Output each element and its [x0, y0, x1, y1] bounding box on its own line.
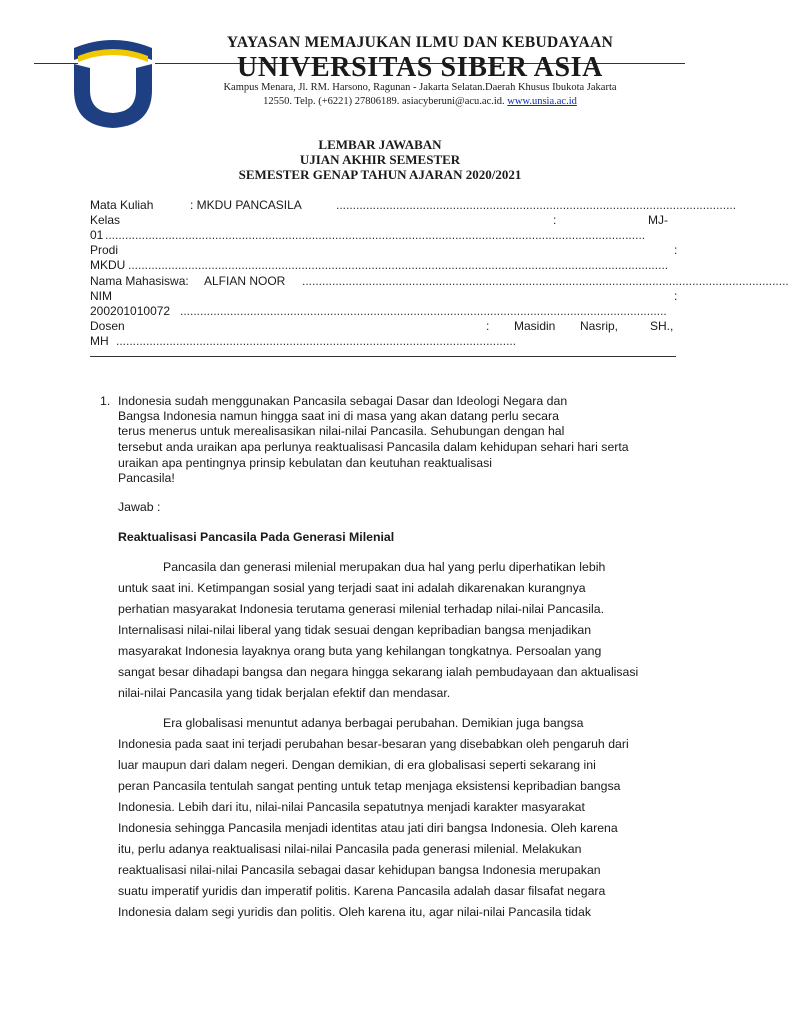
website-link[interactable]: www.unsia.ac.id: [507, 96, 577, 107]
student-info-form: [90, 198, 789, 358]
dot-leader: ..................................................................................................................................................................: [105, 228, 646, 242]
question-line: Bangsa Indonesia namun hingga saat ini di masa yang akan datang perlu secara: [118, 409, 559, 423]
body-line: perhatian masyarakat Indonesia terutama generasi milenial terhadap nilai-nilai Pancasila.: [118, 602, 605, 616]
dot-leader: ........................................................................................................................: [336, 198, 737, 212]
body-line: reaktualisasi nilai-nilai Pancasila sebagai dasar kehidupan bangsa Indonesia merupakan: [118, 863, 601, 877]
dot-leader: ..................................................................................................................................................................: [128, 258, 669, 272]
label-prodi: Prodi: [90, 243, 119, 257]
university-name: UNIVERSITAS SIBER ASIA: [237, 52, 603, 83]
answer-label: Jawab :: [118, 500, 161, 514]
value-dosen-w1: Masidin: [514, 319, 556, 333]
colon-dosen: :: [486, 319, 490, 333]
body-line: luar maupun dari dalam negeri. Dengan demikian, di era globalisasi seperti sekarang ini: [118, 758, 596, 772]
body-line: itu, perlu adanya reaktualisasi nilai-nilai Pancasila pada generasi milenial. Melakukan: [118, 842, 582, 856]
value-dosen-b: MH: [90, 334, 109, 348]
contact-info: 12550. Telp. (+6221) 27806189. asiacyberuni@acu.ac.id.: [263, 96, 505, 107]
question-line: tersebut anda uraikan apa perlunya reaktualisasi Pancasila dalam kehidupan sehari hari serta: [118, 440, 629, 454]
body-line: Indonesia dalam segi yuridis dan politis. Oleh karena itu, agar nilai-nilai Pancasila tidak: [118, 905, 592, 919]
body-line: Pancasila dan generasi milenial merupakan dua hal yang perlu diperhatikan lebih: [163, 560, 606, 574]
value-kelas-a: MJ-: [648, 213, 668, 227]
body-line: suatu imperatif yuridis dan imperatif politis. Karena Pancasila adalah dasar filsafat negara: [118, 884, 606, 898]
value-nim: 200201010072: [90, 304, 171, 318]
exam-title: UJIAN AKHIR SEMESTER: [299, 152, 461, 167]
body-line: masyarakat Indonesia layaknya orang buta yang kehilangan tongkatnya. Persoalan yang: [118, 644, 602, 658]
answer-heading: Reaktualisasi Pancasila Pada Generasi Milenial: [118, 530, 395, 544]
value-dosen-w3: SH.,: [650, 319, 674, 333]
row-prodi-cont: [90, 258, 676, 273]
row-nim-cont: [90, 304, 676, 319]
address-line-1: Kampus Menara, Jl. RM. Harsono, Ragunan - Jakarta Selatan.Daerah Khusus Ibukota Jakarta: [223, 82, 617, 93]
question-line: Pancasila!: [118, 471, 175, 485]
row-mata-kuliah: [90, 198, 737, 213]
question-line: terus menerus untuk merealisasikan nilai-nilai Pancasila. Sehubungan dengan hal: [118, 424, 565, 438]
label-mata-kuliah: Mata Kuliah: [90, 198, 154, 212]
label-kelas: Kelas: [90, 213, 121, 227]
row-dosen-cont: [90, 334, 676, 349]
body-line: Internalisasi nilai-nilai liberal yang tidak sesuai dengan kepribadian bangsa menjadikan: [118, 623, 592, 637]
row-kelas-cont: [90, 228, 676, 243]
body-line: Era globalisasi menuntut adanya berbagai perubahan. Demikian juga bangsa: [163, 716, 584, 730]
body-line: Indonesia pada saat ini terjadi perubahan besar-besaran yang disebabkan oleh pengaruh dari: [118, 737, 629, 751]
question-number: 1.: [100, 394, 111, 408]
value-mata-kuliah: : MKDU PANCASILA: [190, 198, 302, 212]
label-dosen: Dosen: [90, 319, 125, 333]
value-dosen-w2: Nasrip,: [580, 319, 619, 333]
sheet-title: LEMBAR JAWABAN: [318, 137, 442, 152]
address-line-2: [170, 96, 670, 107]
body-line: Indonesia. Lebih dari itu, nilai-nilai Pancasila sepatutnya menjadi karakter masyarakat: [118, 800, 585, 814]
value-prodi: MKDU: [90, 258, 126, 272]
form-separator: [90, 356, 676, 357]
header-rule-left: [34, 63, 78, 64]
body-line: untuk saat ini. Ketimpangan sosial yang terjadi saat ini adalah dikarenakan kurangnya: [118, 581, 586, 595]
semester-title: SEMESTER GENAP TAHUN AJARAN 2020/2021: [238, 167, 522, 182]
body-line: Indonesia sehingga Pancasila menjadi identitas atau jati diri bangsa Indonesia. Oleh karena: [118, 821, 618, 835]
label-nama: Nama Mahasiswa:: [90, 274, 189, 288]
row-nim: [90, 289, 676, 304]
body-line: nilai-nilai Pancasila yang tidak berjalan efektif dan mendasar.: [118, 686, 451, 700]
row-dosen: [90, 319, 676, 334]
foundation-name: YAYASAN MEMAJUKAN ILMU DAN KEBUDAYAAN: [226, 34, 614, 51]
colon-kelas: :: [553, 213, 557, 227]
value-kelas-b: 01: [90, 228, 104, 242]
question-line: Indonesia sudah menggunakan Pancasila sebagai Dasar dan Ideologi Negara dan: [118, 394, 568, 408]
dot-leader: ........................................................................................................................: [116, 334, 517, 348]
dot-leader: ..................................................................................................................................................: [302, 274, 789, 288]
value-nama: ALFIAN NOOR: [204, 274, 286, 288]
university-logo: [68, 34, 158, 132]
row-prodi: [90, 243, 676, 258]
dot-leader: ..................................................................................................................................................: [180, 304, 667, 318]
row-nama: [90, 274, 789, 289]
row-kelas: [90, 213, 676, 228]
label-nim: NIM: [90, 289, 112, 303]
question-line: uraikan apa pentingnya prinsip kebulatan dan keutuhan reaktualisasi: [118, 456, 492, 470]
colon-prodi: :: [674, 243, 678, 257]
body-line: peran Pancasila tentulah sangat penting untuk tetap menjaga eksistensi kepribadian bangsa: [118, 779, 621, 793]
body-line: sangat besar dihadapi bangsa dan negara hingga sekarang ialah pembudayaan dan aktualisasi: [118, 665, 639, 679]
colon-nim: :: [674, 289, 678, 303]
